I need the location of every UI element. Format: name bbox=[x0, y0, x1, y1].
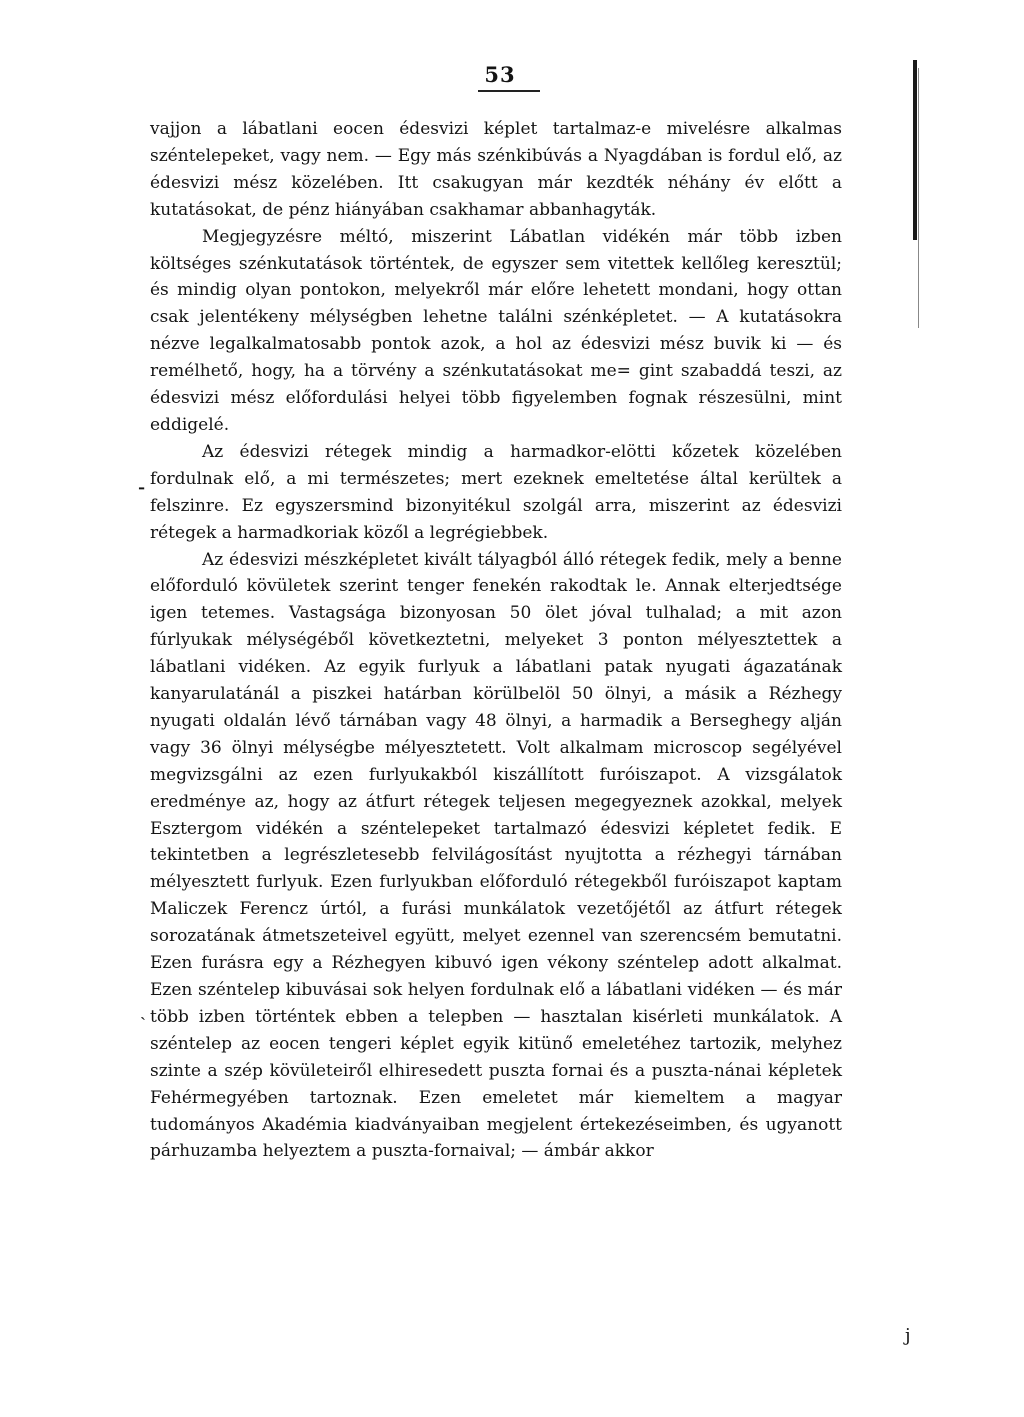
paragraph-3: Az édesvizi rétegek mindig a harmadkor-elötti kőzetek közelében fordulnak elő, a mi természetes; mert ezeknek emeltetése által kerültek a felszinre. Ez egyszersmind bizonyitékul szolgál arra, miszerint az édesvizi rétegek a harmadkoriak közől a legrégiebbek. bbox=[150, 441, 842, 543]
body-text bbox=[150, 116, 842, 1165]
page-number: 53 bbox=[484, 62, 516, 87]
paragraph-1: vajjon a lábatlani eocen édesvizi képlet tartalmaz-e mivelésre alkalmas széntelepeket, vagy nem. — Egy más szénkibúvás a Nyagdában is fordul elő, az édesvizi mész közelében. Itt csakugyan már kezdték néhány év előtt a kutatásokat, de pénz hiányában csakhamar abbanhagyták. bbox=[150, 119, 842, 220]
page-edge-line bbox=[913, 60, 917, 240]
paragraph-2: Megjegyzésre méltó, miszerint Lábatlan vidékén már több izben költséges szénkutatások történtek, de egyszer sem vitettek kellőleg keresztül; és mindig olyan pontokon, melyekről már előre lehetett mondani, hogy ottan csak jelentékeny mélységben lehetne találni szénképletet. — A kutatásokra nézve legalkalmatosabb pontok azok, a hol az édesvizi mész buvik ki — és remélhető, hogy, ha a törvény a szénkutatásokat me= gint szabaddá teszi, az édesvizi mész előfordulási helyei több figyelemben fognak részesülni, mint eddigelé. bbox=[150, 226, 842, 435]
margin-mark: ˏ bbox=[140, 1000, 146, 1021]
page-edge-line-thin bbox=[918, 68, 919, 328]
paragraph-4: Az édesvizi mészképletet kivált tályagból álló rétegek fedik, mely a benne előforduló kövületek szerint tenger fenekén rakodtak le. Annak elterjedtsége igen tetemes. Vastagsága bizonyosan 50 ölet jóval tulhalad; a mit azon fúrlyukak mélységéből következtetni, melyeket 3 ponton mélyesztettek a lábatlani vidéken. Az egyik furlyuk a lábatlani patak nyugati ágazatának kanyarulatánál a piszkei határban körülbelöl 50 ölnyi, a másik a Rézhegy nyugati oldalán lévő tárnában vagy 48 ölnyi, a harmadik a Berseghegy alján vagy 36 ölnyi mélységbe mélyesztetett. Volt alkalmam microscop segélyével megvizsgálni az ezen furlyukakból kiszállított furóiszapot. A vizsgálatok eredménye az, hogy az átfurt rétegek teljesen megegyeznek azokkal, melyek Esztergom vidékén a széntelepeket tartalmazó édesvizi képletet fedik. E tekintetben a legrészletesebb felvilágosítást nyujtotta a rézhegyi tárnában mélyesztett furlyuk. Ezen furlyukban előforduló rétegekből furóiszapot kaptam Maliczek Ferencz úrtól, a furási munkálatok vezetőjétől az átfurt rétegek sorozatának átmetszeteivel együtt, melyet ezennel van szerencsém bemutatni. Ezen furásra egy a Rézhegyen kibuvó igen vékony széntelep adott alkalmat. Ezen széntelep kibuvásai sok helyen fordulnak elő a lábatlani vidéken — és már több izben történtek ebben a telepben — hasztalan kisérleti munkálatok. A széntelep az eocen tengeri képlet egyik kitünő emeletéhez tartozik, melyhez szinte a szép kövületeiről elhiresedett puszta fornai és a puszta-nánai képletek Fehérmegyében tartoznak. Ezen emeletet már kiemeltem a magyar tudományos Akadémia kiadványaiban megjelent értekezéseimben, és ugyanott párhuzamba helyeztem a puszta-fornaival; — ámbár akkor bbox=[150, 549, 842, 1162]
margin-mark-dash: ⁃ bbox=[137, 479, 146, 500]
corner-mark: j bbox=[905, 1325, 911, 1346]
header-rule bbox=[478, 90, 540, 92]
